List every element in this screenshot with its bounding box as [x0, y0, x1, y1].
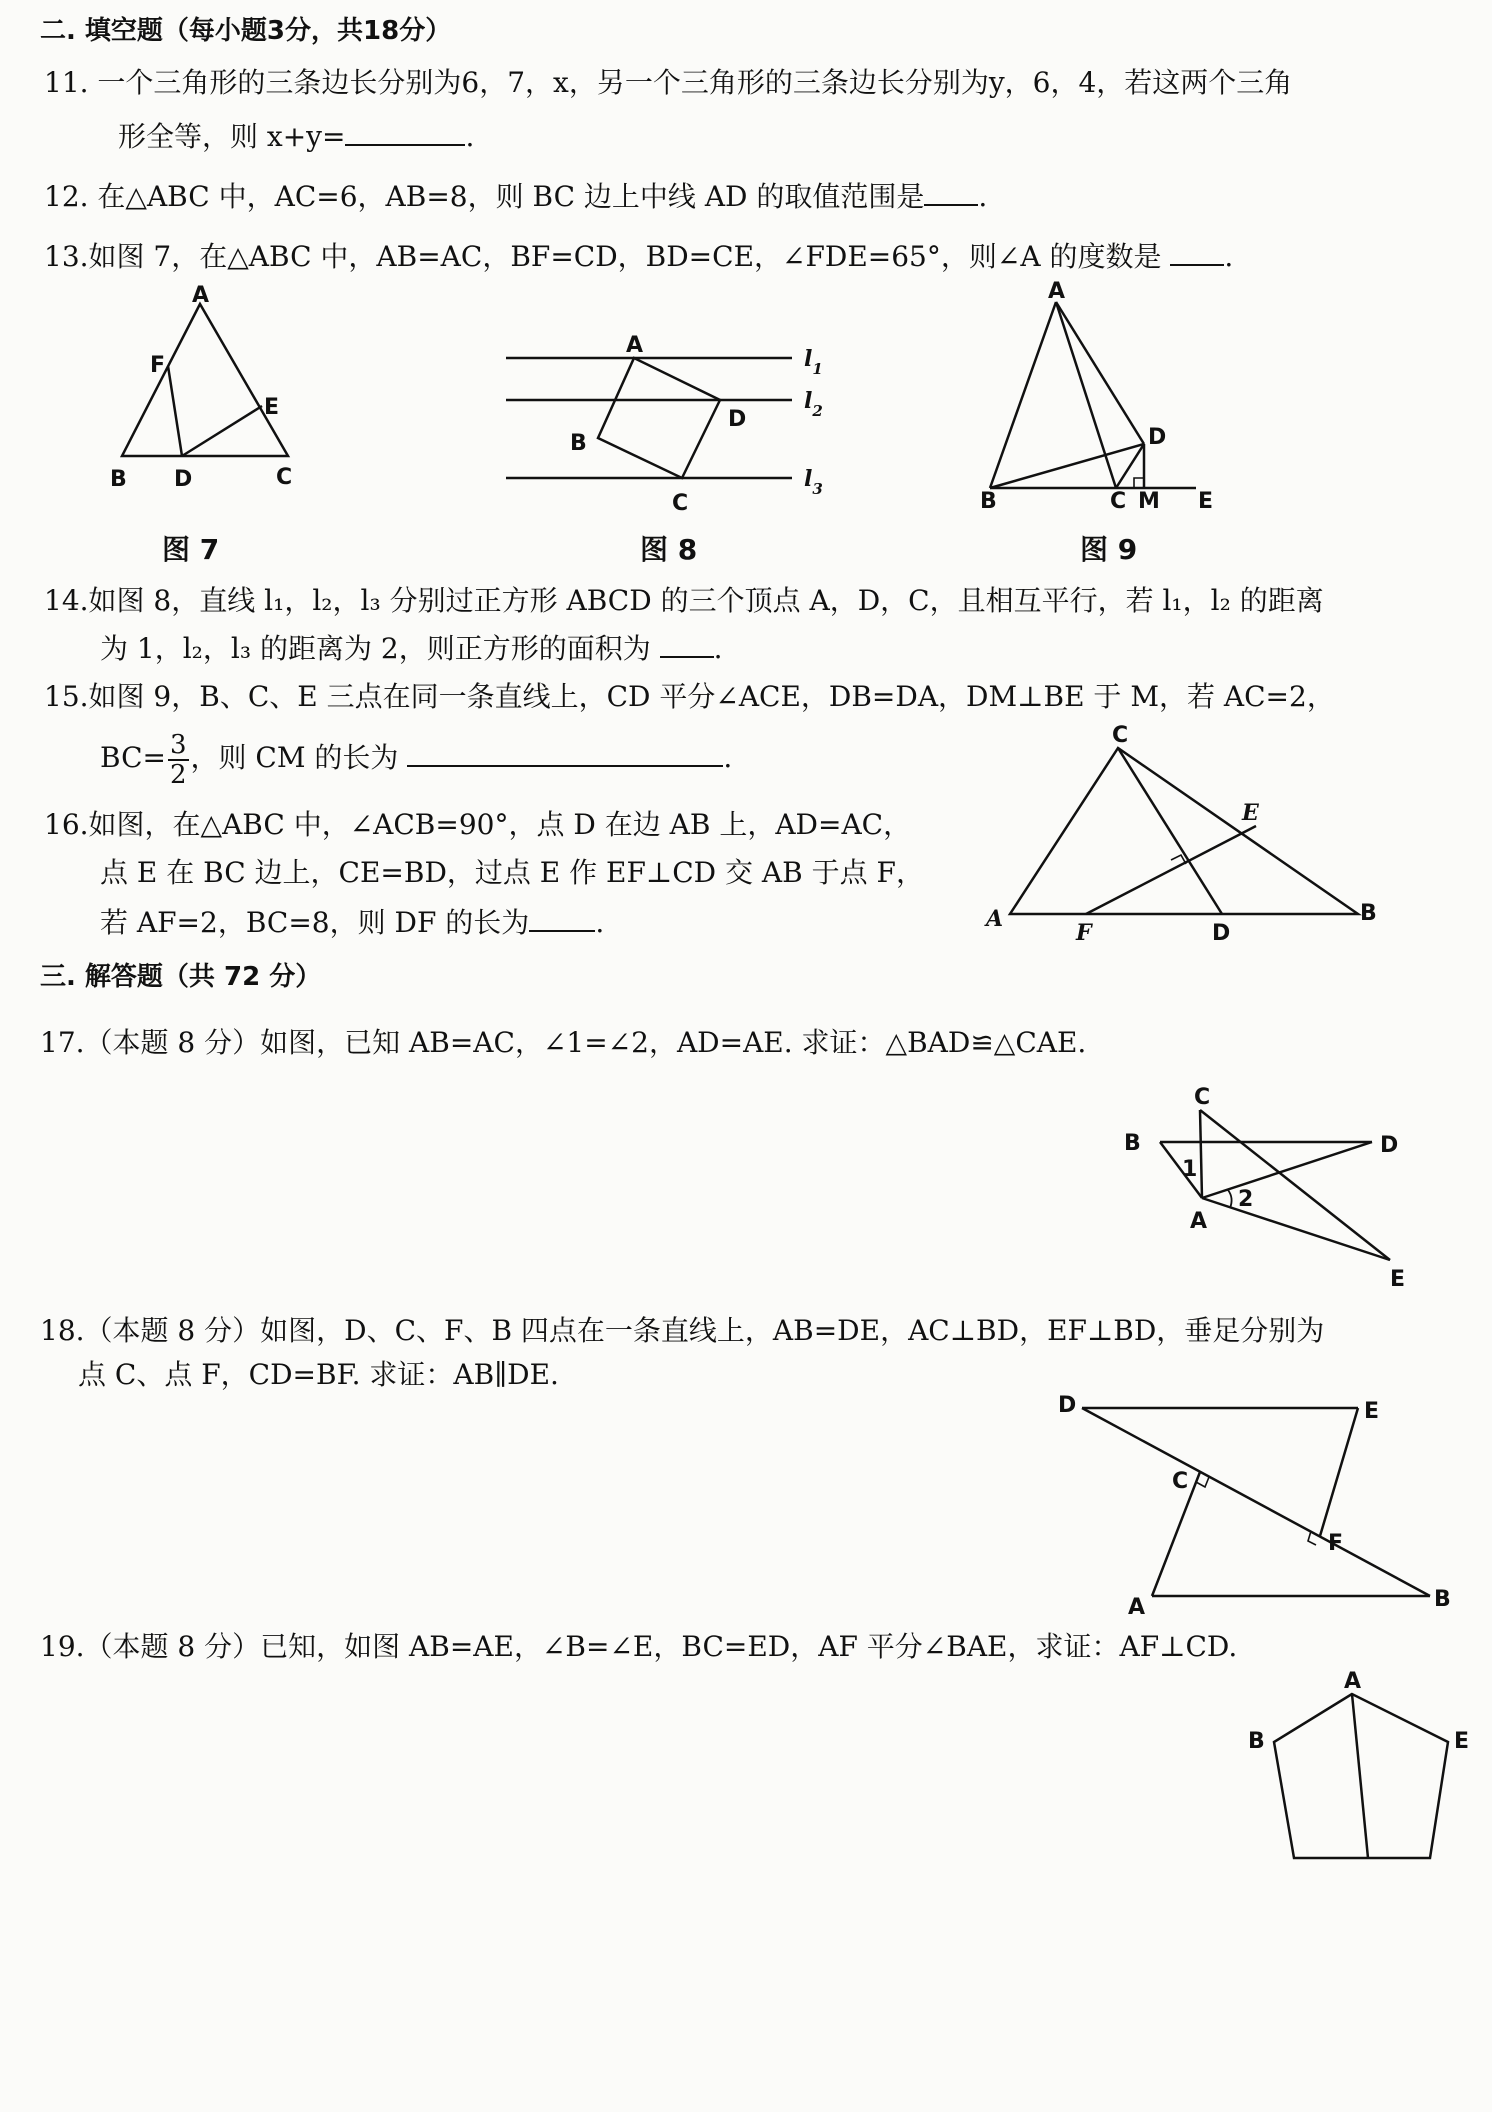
segment-db — [1082, 1408, 1430, 1596]
segment-ac — [1200, 1110, 1202, 1198]
segment-ad — [1202, 1142, 1372, 1198]
label-b: B — [1124, 1131, 1141, 1156]
label-a: A — [1344, 1669, 1362, 1694]
question-17: 17.（本题 8 分）如图，已知 AB=AC，∠1=∠2，AD=AE. 求证：△BAD≌△CAE. — [40, 1026, 1087, 1059]
question-16-end: . — [595, 906, 605, 939]
figure-19-diagram — [1240, 1668, 1480, 1878]
label-c: C — [672, 491, 689, 516]
segment-fe — [1086, 826, 1256, 914]
question-15-line-1: 15.如图 9，B、C、E 三点在同一条直线上，CD 平分∠ACE，DB=DA，DM⊥BE 于 M，若 AC=2， — [44, 680, 1335, 713]
question-12-text: 12. 在△ABC 中，AC=6，AB=8，则 BC 边上中线 AD 的取值范围是 — [44, 180, 925, 213]
segment-fd — [168, 366, 182, 456]
label-b: B — [1360, 901, 1377, 926]
angle-2-label: 2 — [1238, 1187, 1254, 1212]
label-e: E — [1242, 800, 1259, 826]
question-16-line-3 — [100, 904, 604, 940]
question-11-end: . — [465, 120, 475, 153]
figure-17-diagram — [1110, 1080, 1430, 1300]
label-a: A — [1048, 279, 1066, 304]
label-d: D — [1380, 1133, 1399, 1158]
label-a: A — [1190, 1209, 1208, 1234]
question-15-line-2-post: ，则 CM 的长为 — [190, 741, 399, 774]
section-heading-solutions: 三. 解答题（共 72 分） — [40, 962, 322, 992]
figure-7-caption: 图 7 — [162, 533, 220, 566]
figure-9-caption: 图 9 — [1080, 533, 1138, 566]
label-d: D — [174, 467, 193, 492]
label-b: B — [1248, 1729, 1265, 1754]
answer-blank — [1170, 238, 1224, 266]
segment-ce — [1200, 1110, 1390, 1260]
section-heading-fill-in: 二. 填空题（每小题3分，共18分） — [40, 16, 452, 46]
label-l3: $l_3$ — [804, 466, 823, 498]
label-e: E — [1198, 489, 1214, 514]
angle-2-arc — [1228, 1190, 1232, 1208]
figure-18-diagram — [1050, 1384, 1450, 1624]
fraction-denominator: 2 — [169, 759, 187, 790]
question-13-end: . — [1224, 240, 1234, 273]
question-14-line-2-text: 为 1，l₂，l₃ 的距离为 2，则正方形的面积为 — [100, 632, 651, 665]
label-b: B — [980, 489, 997, 514]
triangle-abc — [122, 304, 288, 456]
answer-blank — [345, 118, 465, 146]
segment-ad — [1056, 302, 1144, 444]
question-19: 19.（本题 8 分）已知，如图 AB=AE，∠B=∠E，BC=ED，AF 平分∠BAE，求证：AF⊥CD. — [40, 1630, 1238, 1663]
label-d: D — [728, 407, 747, 432]
label-d: D — [1058, 1393, 1077, 1418]
answer-blank — [407, 739, 723, 767]
question-14-line-1: 14.如图 8，直线 l₁，l₂，l₃ 分别过正方形 ABCD 的三个顶点 A，D，C，且相互平行，若 l₁，l₂ 的距离 — [44, 584, 1324, 617]
question-16-line-3-text: 若 AF=2，BC=8，则 DF 的长为 — [100, 906, 530, 939]
label-e: E — [264, 395, 280, 420]
question-12-end: . — [978, 180, 988, 213]
label-a: A — [1128, 1595, 1146, 1620]
segment-ef — [1320, 1408, 1358, 1536]
label-f: F — [1076, 920, 1092, 946]
label-a: A — [986, 906, 1004, 932]
figure-9-diagram — [976, 279, 1226, 514]
figure-16-diagram — [980, 723, 1380, 948]
question-14-end: . — [713, 632, 723, 665]
question-11-line-2-text: 形全等，则 x+y= — [118, 120, 346, 153]
label-c: C — [1194, 1085, 1211, 1110]
label-a: A — [192, 283, 210, 308]
fraction-three-halves — [168, 731, 189, 789]
triangle-acb — [1010, 748, 1358, 914]
answer-blank — [924, 178, 978, 206]
segment-ab — [990, 302, 1056, 488]
question-16-line-2: 点 E 在 BC 边上，CE=BD，过点 E 作 EF⊥CD 交 AB 于点 F， — [100, 856, 924, 889]
question-13 — [44, 238, 1233, 274]
label-l2: $l_2$ — [804, 388, 823, 420]
fraction-numerator: 3 — [169, 729, 187, 760]
question-11-line-2 — [118, 118, 474, 154]
question-18-line-2: 点 C、点 F，CD=BF. 求证：AB∥DE. — [78, 1358, 559, 1391]
figure-7-diagram — [100, 283, 340, 500]
question-15-line-2 — [100, 728, 732, 789]
question-18-line-1: 18.（本题 8 分）如图，D、C、F、B 四点在一条直线上，AB=DE，AC⊥BD，EF⊥BD，垂足分别为 — [40, 1314, 1325, 1347]
segment-af — [1352, 1694, 1368, 1858]
label-c: C — [1172, 1469, 1189, 1494]
figure-8-diagram — [506, 330, 836, 516]
right-angle-mark — [1134, 478, 1144, 488]
label-c: C — [276, 465, 293, 490]
label-l1: $l_1$ — [804, 346, 823, 378]
label-f: F — [1328, 1531, 1344, 1556]
answer-blank — [529, 904, 595, 932]
label-e: E — [1364, 1399, 1380, 1424]
question-15-line-2-pre: BC= — [100, 741, 166, 774]
label-d: D — [1212, 921, 1231, 946]
figure-8-caption: 图 8 — [640, 533, 698, 566]
label-b: B — [110, 467, 127, 492]
question-11-line-1: 11. 一个三角形的三条边长分别为6，7，x，另一个三角形的三条边长分别为y，6，4，若这两个三角 — [44, 66, 1293, 99]
label-e: E — [1454, 1729, 1470, 1754]
label-m: M — [1138, 489, 1160, 514]
question-15-end: . — [723, 741, 733, 774]
answer-blank — [660, 630, 714, 658]
question-13-text: 13.如图 7，在△ABC 中，AB=AC，BF=CD，BD=CE，∠FDE=65°，则∠A 的度数是 — [44, 240, 1162, 273]
label-c: C — [1112, 723, 1129, 748]
label-e: E — [1390, 1267, 1406, 1292]
label-a: A — [626, 333, 644, 358]
label-c: C — [1110, 489, 1127, 514]
label-f: F — [150, 353, 166, 378]
segment-de — [182, 406, 262, 456]
label-d: D — [1148, 425, 1167, 450]
label-b: B — [1434, 1587, 1451, 1612]
angle-1-label: 1 — [1182, 1157, 1198, 1182]
question-14-line-2 — [100, 630, 723, 666]
square-abcd — [598, 358, 720, 478]
question-12 — [44, 178, 987, 214]
label-b: B — [570, 431, 587, 456]
question-16-line-1: 16.如图，在△ABC 中，∠ACB=90°，点 D 在边 AB 上，AD=AC， — [44, 808, 912, 841]
